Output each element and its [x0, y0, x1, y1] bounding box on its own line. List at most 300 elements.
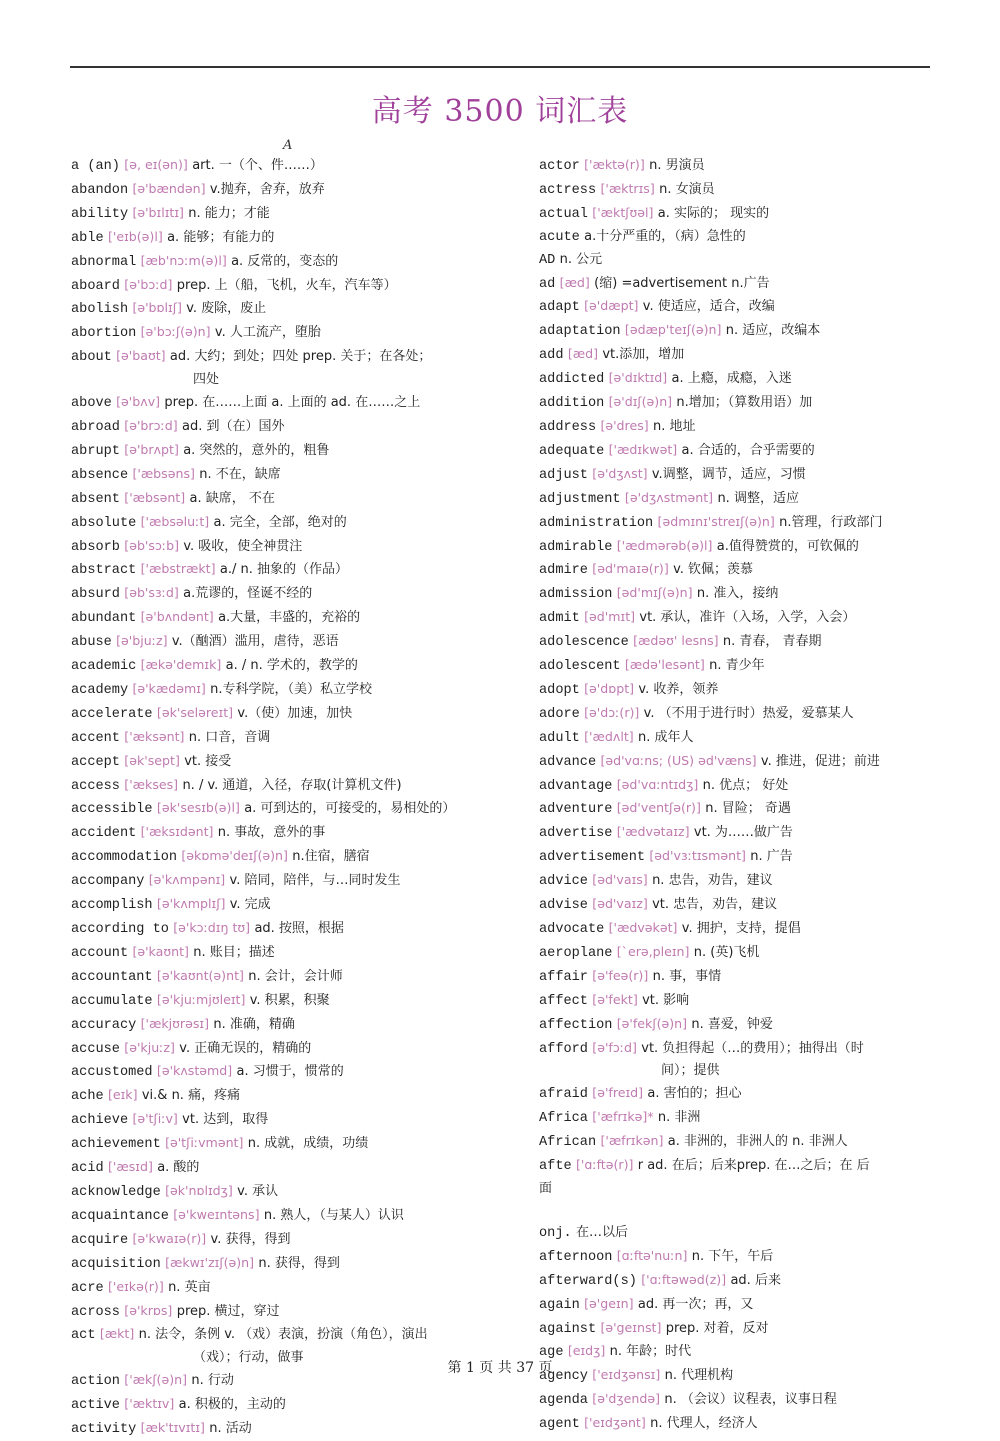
entry-word: onj.: [539, 1225, 572, 1241]
entry-definition: a. / n. 学术的，教学的: [225, 658, 358, 674]
entry-phonetic: [ə'bʌndənt]: [140, 609, 214, 625]
entry-definition: n. 能力；才能: [188, 205, 270, 221]
entry-phonetic: [ə'feə(r)]: [592, 967, 649, 983]
entry-definition: ad. 后来: [730, 1272, 781, 1288]
section-letter: A: [283, 138, 293, 153]
entry-phonetic: [ə'tʃiːv]: [132, 1111, 178, 1127]
entry-word: Africa: [539, 1111, 588, 1127]
vocab-entry: [539, 654, 934, 678]
entry-definition: a. 完全，全部，绝对的: [213, 514, 347, 530]
entry-phonetic: [ækt]: [99, 1326, 135, 1342]
vocab-entry: [71, 1252, 511, 1276]
entry-phonetic: ['æbstrækt]: [140, 561, 216, 577]
entry-word: ad: [539, 276, 556, 292]
vocab-entry: [71, 678, 511, 702]
vocab-entry: [71, 606, 511, 630]
entry-phonetic: [ə'dɒpt]: [584, 680, 635, 696]
entry-definition: v. 钦佩；羡慕: [673, 562, 754, 578]
vocab-entry: [71, 941, 511, 965]
entry-phonetic: [ə'geɪnst]: [600, 1319, 662, 1335]
entry-phonetic: [ək'sept]: [124, 752, 180, 768]
entry-word: afternoon: [539, 1249, 613, 1265]
entry-phonetic: [əd'mɪʃ(ə)n]: [616, 585, 693, 601]
entry-definition: vt. 负担得起（…的费用）；抽得出（时: [641, 1040, 864, 1056]
vocab-entry: [71, 702, 511, 726]
entry-word: affection: [539, 1017, 613, 1033]
entry-word: accent: [71, 730, 120, 746]
entry-definition: ad. 按照，根据: [254, 921, 344, 936]
vocab-entry: [539, 319, 934, 343]
entry-definition: n.管理，行政部门: [779, 514, 883, 530]
entry-word: accountant: [71, 969, 153, 985]
entry-phonetic: ['æbsəns]: [132, 465, 195, 481]
entry-phonetic: [eɪk]: [107, 1087, 138, 1103]
entry-definition: a.大量，丰盛的，充裕的: [218, 610, 361, 626]
entry-phonetic: [ə'dɪʃ(ə)n]: [608, 394, 673, 410]
entry-word: abnormal: [71, 254, 137, 270]
entry-definition: v. 使适应，适合，改编: [642, 299, 775, 315]
vocab-entry: [539, 226, 934, 249]
entry-word: abundant: [71, 611, 137, 627]
entry-definition: v. 收养，领养: [638, 681, 719, 697]
entry-word: abolish: [71, 302, 129, 318]
entry-word: abortion: [71, 326, 137, 342]
entry-phonetic: [ækwɪ'zɪʃ(ə)n]: [165, 1254, 255, 1270]
entry-word: across: [71, 1304, 120, 1320]
vocab-entry: [71, 1037, 511, 1061]
entry-definition: prep. 对着，反对: [665, 1320, 769, 1336]
entry-word: affair: [539, 969, 588, 985]
entry-word: advantage: [539, 778, 613, 794]
entry-definition: vt. 为……做广告: [693, 825, 793, 841]
entry-word: afterward(s): [539, 1273, 637, 1289]
entry-definition: v. 完成: [229, 897, 271, 913]
entry-word: absent: [71, 491, 120, 507]
entry-phonetic: [ə'krɒs]: [124, 1302, 173, 1318]
entry-phonetic: ['æktrɪs]: [600, 180, 655, 196]
entry-word: African: [539, 1135, 597, 1151]
entry-definition: prep. 在……上面 a. 上面的 ad. 在……之上: [164, 395, 421, 411]
entry-phonetic: [əd'ventʃə(r)]: [616, 800, 701, 816]
entry-definition: n.住宿，膳宿: [292, 849, 370, 865]
entry-definition: n. 非洲: [657, 1110, 701, 1126]
entry-phonetic: [ə'fekt]: [592, 991, 638, 1007]
vocab-entry: [539, 202, 934, 226]
left-column: [71, 154, 511, 1441]
entry-word: administration: [539, 515, 654, 531]
vocab-entry: [71, 511, 511, 535]
vocab-entry: [539, 391, 934, 415]
entry-word: acquire: [71, 1232, 129, 1248]
entry-definition: a./ n. 抽象的（作品）: [219, 562, 348, 578]
entry-definition: n. 女演员: [659, 181, 715, 197]
entry-word: accommodation: [71, 850, 178, 866]
entry-phonetic: [əd'vɑːns; (US) əd'væns]: [600, 752, 757, 768]
entry-definition: n. 成年人: [638, 729, 694, 745]
vocab-entry: [539, 1037, 934, 1083]
entry-definition: n. 熟人，（与某人）认识: [263, 1207, 404, 1223]
entry-word: advise: [539, 898, 588, 914]
entry-phonetic: ['æbsəluːt]: [140, 513, 210, 529]
entry-word: adequate: [539, 443, 605, 459]
vocab-entry: [539, 535, 934, 559]
entry-phonetic: [əkɒmə'deɪʃ(ə)n]: [181, 848, 288, 864]
entry-definition: ad. 再一次；再，又: [637, 1296, 754, 1312]
vocab-entry: [539, 1222, 934, 1245]
entry-word: abuse: [71, 635, 112, 651]
entry-word: address: [539, 419, 597, 435]
entry-word: action: [71, 1374, 120, 1390]
entry-phonetic: [ə'brɔːd]: [124, 417, 178, 433]
entry-word: acid: [71, 1161, 104, 1177]
entry-phonetic: [ədæp'teɪʃ(ə)n]: [624, 322, 722, 338]
vocab-entry: [71, 797, 511, 821]
entry-definition: a. 酸的: [157, 1160, 200, 1176]
entry-definition: n. 广告: [750, 849, 793, 865]
entry-phonetic: [ə'fɔːd]: [592, 1039, 637, 1055]
vocab-entry: [539, 1293, 934, 1317]
vocab-entry: [71, 558, 511, 582]
vocab-entry: [71, 1393, 511, 1417]
vocab-entry: [539, 774, 934, 798]
entry-definition: v. 正确无误的，精确的: [179, 1040, 312, 1056]
entry-word: add: [539, 348, 564, 364]
entry-phonetic: [eɪdʒ]: [567, 1343, 606, 1359]
entry-definition: v. 获得，得到: [210, 1231, 291, 1247]
entry-definition: prep. 横过，穿过: [176, 1303, 280, 1319]
entry-definition: a. 实际的； 现实的: [657, 205, 770, 221]
entry-word: afte: [539, 1159, 572, 1175]
entry-definition: ad. 到（在）国外: [181, 418, 285, 434]
entry-definition: v.（使）加速，加快: [237, 705, 353, 721]
entry-word: absurd: [71, 587, 120, 603]
entry-word: activity: [71, 1422, 137, 1438]
entry-definition-continued: 面: [539, 1180, 553, 1196]
vocab-entry: [539, 1130, 934, 1154]
entry-word: aboard: [71, 278, 120, 294]
entry-definition: n. (英)飞机: [693, 944, 760, 960]
entry-phonetic: ['ækses]: [124, 776, 179, 792]
vocab-entry: [539, 1154, 934, 1200]
vocab-entry: [539, 726, 934, 750]
entry-phonetic: ['æktə(r)]: [584, 157, 645, 172]
entry-phonetic: [ə'bɪlɪtɪ]: [132, 204, 184, 220]
entry-phonetic: ['æksɪdənt]: [140, 824, 214, 840]
entry-phonetic: ['ædɪkwət]: [608, 441, 678, 457]
entry-definition: n. 获得，得到: [258, 1255, 340, 1271]
vocab-entry: [71, 917, 511, 941]
entry-phonetic: [ə'bʌv]: [116, 394, 161, 410]
entry-phonetic: [ə'kweɪntəns]: [173, 1206, 260, 1222]
page-footer: 第 1 页 共 37 页: [447, 1360, 553, 1376]
entry-word: again: [539, 1297, 580, 1313]
entry-phonetic: [ə'freɪd]: [592, 1085, 644, 1101]
entry-phonetic: [ə, eɪ(ən)]: [124, 157, 188, 172]
entry-definition: n. 行动: [191, 1373, 234, 1389]
entry-word: AD: [539, 252, 556, 268]
entry-phonetic: ['æsɪd]: [107, 1159, 153, 1175]
entry-word: achieve: [71, 1113, 129, 1129]
vocab-entry: [71, 202, 511, 226]
entry-definition: n. 口音，音调: [188, 729, 271, 745]
entry-word: advance: [539, 754, 597, 770]
entry-definition: n. / v. 通道，入径，存取(计算机文件): [182, 777, 402, 793]
entry-phonetic: [ə'kjuːmjʊleɪt]: [156, 991, 246, 1007]
entry-definition: n.专科学院，（美）私立学校: [210, 681, 373, 697]
entry-word: academic: [71, 659, 137, 675]
entry-phonetic: ['ækjʊrəsɪ]: [140, 1015, 209, 1031]
entry-phonetic: [ə'kaʊnt(ə)nt]: [156, 967, 244, 983]
entry-phonetic: ['ædmərəb(ə)l]: [616, 537, 713, 553]
vocab-entry: [539, 154, 934, 178]
vocab-entry: [71, 869, 511, 893]
entry-word: absence: [71, 467, 129, 483]
entry-phonetic: [ək'seləreɪt]: [156, 704, 234, 720]
vocab-entry: [71, 774, 511, 798]
vocab-entry: [71, 250, 511, 274]
vocab-entry: [539, 415, 934, 439]
entry-definition: n. 青少年: [709, 658, 765, 674]
entry-definition: v. 人工流产，堕胎: [214, 325, 321, 341]
vocab-entry: [71, 1084, 511, 1108]
entry-definition-continued: 间）；提供: [661, 1063, 720, 1079]
vocab-entry: [71, 965, 511, 989]
vocab-entry: [71, 154, 511, 178]
entry-phonetic: [ə'baʊt]: [116, 348, 166, 364]
entry-definition: n. 喜爱，钟爱: [691, 1016, 773, 1032]
entry-word: active: [71, 1398, 120, 1414]
entry-word: accident: [71, 826, 137, 842]
entry-phonetic: [ə'dʒʌstmənt]: [624, 489, 714, 505]
entry-word: ability: [71, 206, 129, 222]
entry-word: accumulate: [71, 993, 153, 1009]
entry-word: accuse: [71, 1041, 120, 1057]
entry-definition: a. 合适的，合乎需要的: [681, 442, 815, 458]
vocab-entry: [539, 917, 934, 941]
vocab-entry: [71, 439, 511, 463]
entry-definition: a. 习惯于，惯常的: [236, 1064, 344, 1080]
vocab-entry: [539, 1245, 934, 1269]
vocab-entry: [71, 654, 511, 678]
entry-word: acquaintance: [71, 1208, 169, 1224]
entry-word: acre: [71, 1280, 104, 1296]
entry-definition-continued: 四处: [193, 372, 220, 388]
entry-phonetic: [ə'bjuːz]: [116, 633, 168, 649]
entry-word: actress: [539, 182, 597, 198]
entry-phonetic: [ə'dʒendə]: [592, 1391, 661, 1407]
entry-phonetic: [ə'bɒlɪʃ]: [132, 300, 182, 316]
entry-word: afraid: [539, 1087, 588, 1103]
vocab-entry: [539, 558, 934, 582]
spacer: [539, 1200, 934, 1222]
vocab-entry: [539, 1317, 934, 1341]
entry-definition: n. 英亩: [168, 1279, 211, 1295]
entry-phonetic: ['ædvəkət]: [608, 920, 678, 935]
entry-word: addicted: [539, 372, 605, 388]
vocab-entry: [71, 1300, 511, 1324]
entry-phonetic: [ə'dres]: [600, 417, 649, 433]
entry-word: admission: [539, 587, 613, 603]
vocab-entry: [539, 941, 934, 965]
entry-word: above: [71, 396, 112, 412]
entry-definition: a. 上瘾，成瘾，入迷: [671, 371, 792, 387]
entry-definition: n. 冒险； 奇遇: [705, 801, 791, 817]
vocab-entry: [539, 893, 934, 917]
entry-definition: (缩) =advertisement n.广告: [594, 275, 770, 291]
entry-phonetic: [əd'vaɪz]: [592, 896, 648, 912]
entry-word: acute: [539, 229, 580, 245]
entry-word: accelerate: [71, 706, 153, 722]
vocab-entry: [539, 582, 934, 606]
entry-word: acquisition: [71, 1256, 161, 1272]
entry-definition: n. 准确，精确: [213, 1016, 295, 1032]
vocab-entry: [71, 415, 511, 439]
vocab-entry: [71, 178, 511, 202]
entry-definition: v.调整，调节，适应，习惯: [651, 466, 806, 482]
right-column: [539, 154, 934, 1436]
entry-definition: vt. 达到，取得: [182, 1112, 269, 1128]
entry-phonetic: [əb'sɜːd]: [124, 585, 179, 601]
vocab-entry: [71, 391, 511, 415]
entry-word: adolescence: [539, 635, 629, 651]
entry-phonetic: [ə'kʌmplɪʃ]: [156, 896, 226, 912]
entry-word: affect: [539, 993, 588, 1009]
entry-phonetic: [əd'vɜːtɪsmənt]: [649, 848, 746, 864]
vocab-entry: [539, 295, 934, 319]
vocab-entry: [71, 989, 511, 1013]
entry-definition: a. 积极的，主动的: [178, 1397, 286, 1413]
vocab-entry: [539, 511, 934, 535]
entry-definition: v. 承认: [237, 1183, 279, 1199]
entry-word: ache: [71, 1089, 104, 1105]
entry-phonetic: [ə'fekʃ(ə)n]: [616, 1015, 688, 1031]
entry-phonetic: ['ɑːftə(r)]: [575, 1157, 634, 1173]
entry-definition: prep. 上（船，飞机，火车，汽车等）: [176, 277, 397, 293]
entry-definition: v. 吸收，使全神贯注: [183, 538, 303, 554]
entry-phonetic: [əd'maɪə(r)]: [592, 561, 669, 577]
entry-phonetic: [ə'geɪn]: [584, 1295, 634, 1311]
vocab-entry: [71, 463, 511, 487]
entry-definition: n. 活动: [209, 1421, 252, 1437]
entry-phonetic: [æd]: [567, 346, 598, 362]
entry-definition: v. 拥护，支持，提倡: [681, 921, 801, 936]
entry-phonetic: [æd]: [559, 274, 590, 290]
entry-word: advocate: [539, 922, 605, 937]
entry-phonetic: [ə'dɔː(r)]: [584, 704, 640, 720]
entry-phonetic: ['ædʌlt]: [584, 728, 634, 744]
vocab-entry: [539, 178, 934, 202]
vocab-entry: [71, 297, 511, 321]
entry-phonetic: [əb'sɔːb]: [124, 537, 180, 553]
entry-definition: n. 账目；描述: [193, 944, 275, 960]
vocab-entry: [539, 249, 934, 272]
vocab-entry: [71, 1276, 511, 1300]
entry-word: adopt: [539, 682, 580, 698]
entry-definition: n. 青春， 青春期: [722, 634, 822, 650]
entry-word: abrupt: [71, 443, 120, 459]
entry-word: able: [71, 230, 104, 246]
entry-phonetic: ['eɪdʒənsɪ]: [592, 1367, 661, 1383]
vocab-entry: [71, 1156, 511, 1180]
vocab-entry: [539, 965, 934, 989]
entry-phonetic: [ə'kjuːz]: [124, 1039, 175, 1055]
page-title: 高考 3500 词汇表: [371, 94, 629, 129]
entry-word: absorb: [71, 539, 120, 555]
vocab-entry: [71, 821, 511, 845]
entry-word: access: [71, 778, 120, 794]
vocab-entry: [71, 582, 511, 606]
entry-phonetic: ['æktʃʊəl]: [592, 204, 654, 220]
entry-phonetic: [ə'bɔːd]: [124, 276, 173, 292]
vocab-entry: [539, 630, 934, 654]
entry-word: adapt: [539, 300, 580, 316]
entry-definition: a. 突然的，意外的，粗鲁: [183, 442, 330, 458]
entry-word: according to: [71, 922, 169, 937]
entry-definition: ad. 大约；到处；四处 prep. 关于；在各处；: [169, 349, 432, 365]
entry-phonetic: [ək'sesɪb(ə)l]: [156, 800, 240, 816]
entry-definition: a. 可到达的，可接受的，易相处的）: [244, 801, 456, 817]
entry-phonetic: [ə'kwaɪə(r)]: [132, 1230, 207, 1246]
entry-phonetic: ['eɪb(ə)l]: [107, 228, 163, 244]
vocab-entry: [71, 1228, 511, 1252]
entry-phonetic: ['æbsənt]: [124, 489, 186, 505]
entry-word: aeroplane: [539, 945, 613, 961]
entry-phonetic: [ædə'lesənt]: [624, 657, 705, 673]
vocab-entry: [539, 367, 934, 391]
entry-definition: vt. 接受: [184, 753, 232, 769]
entry-word: adaptation: [539, 324, 621, 340]
entry-word: adjust: [539, 467, 588, 483]
vocab-entry: [71, 1132, 511, 1156]
vocab-entry: [71, 1180, 511, 1204]
entry-phonetic: ['ædvətaɪz]: [616, 824, 690, 840]
entry-word: act: [71, 1328, 96, 1344]
entry-definition: n. 调整，适应: [717, 490, 799, 506]
entry-word: abandon: [71, 182, 129, 198]
entry-definition: vt. 影响: [642, 992, 690, 1008]
entry-definition: v. 陪同，陪伴，与…同时发生: [229, 873, 401, 889]
entry-definition: 在…以后: [575, 1224, 628, 1240]
entry-word: adventure: [539, 802, 613, 818]
entry-word: admirable: [539, 539, 613, 555]
entry-word: academy: [71, 682, 129, 698]
entry-word: adjustment: [539, 491, 621, 507]
entry-phonetic: [ək'nɒlɪdʒ]: [165, 1182, 233, 1198]
entry-word: adult: [539, 730, 580, 746]
vocab-entry: [539, 1013, 934, 1037]
entry-phonetic: [ə'bændən]: [132, 180, 206, 196]
vocab-entry: [71, 321, 511, 345]
entry-definition: n. 公元: [559, 251, 603, 267]
vocab-entry: [539, 1388, 934, 1412]
entry-phonetic: [əd'mɪt]: [584, 609, 636, 625]
entry-phonetic: [ə'kɔːdɪŋ tʊ]: [173, 920, 251, 935]
entry-phonetic: [æk'tɪvɪtɪ]: [140, 1420, 205, 1436]
vocab-entry: [71, 1108, 511, 1132]
vocab-entry: [71, 845, 511, 869]
entry-word: admire: [539, 563, 588, 579]
entry-phonetic: [æb'nɔːm(ə)l]: [140, 252, 227, 268]
entry-definition: v. （不用于进行时）热爱，爱慕某人: [643, 705, 854, 721]
entry-definition: v.（酗酒）滥用，虐待，恶语: [171, 634, 339, 650]
entry-phonetic: [əd'vaɪs]: [592, 872, 648, 888]
entry-definition: vt. 忠告，劝告，建议: [652, 897, 778, 913]
entry-definition: n. 年龄；时代: [609, 1344, 692, 1360]
entry-word: accustomed: [71, 1065, 153, 1081]
vocab-entry: [539, 1412, 934, 1436]
entry-phonetic: [əd'vɑːntɪdʒ]: [616, 776, 699, 792]
entry-word: agenda: [539, 1393, 588, 1409]
